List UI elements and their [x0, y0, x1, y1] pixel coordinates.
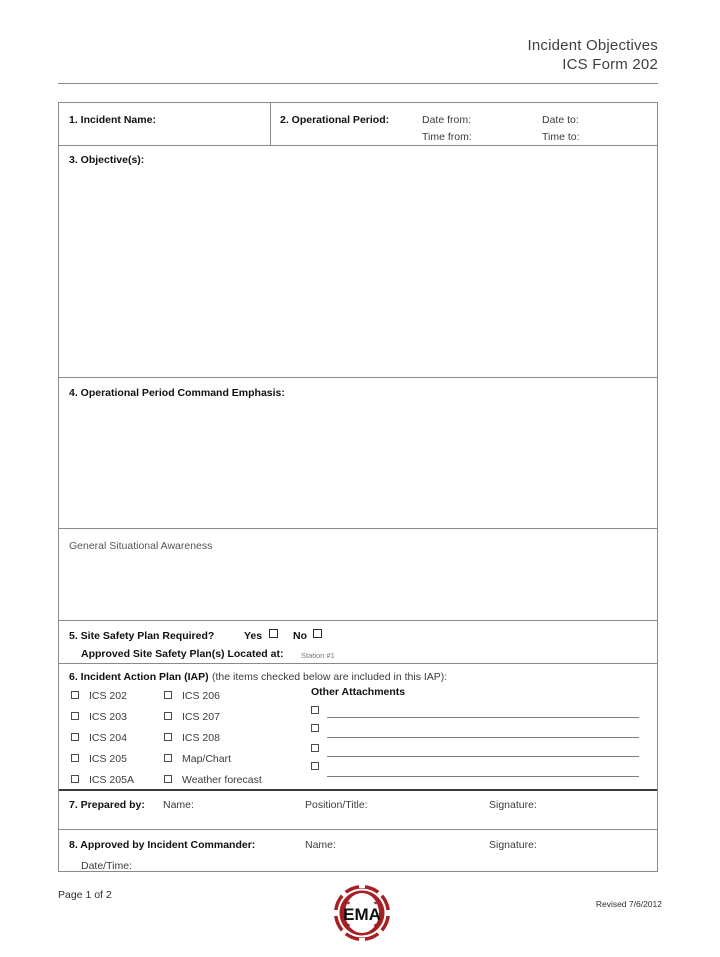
section8-name-label: Name:: [305, 839, 336, 851]
section7-bottom-border: [59, 829, 657, 830]
iap-label-ics-205: ICS 205: [89, 753, 127, 765]
ema-logo: [331, 880, 393, 946]
iap-checkbox-map-chart[interactable]: [164, 754, 172, 762]
iap-label-ics-206: ICS 206: [182, 690, 220, 702]
section5-label: 5. Site Safety Plan Required?: [69, 630, 215, 642]
iap-label-ics-202: ICS 202: [89, 690, 127, 702]
situational-awareness-bottom-border: [59, 620, 657, 621]
ema-logo-text: EMA: [343, 905, 381, 924]
iap-label-ics-203: ICS 203: [89, 711, 127, 723]
section5-located-value[interactable]: Station #1: [301, 651, 335, 660]
document-header: [58, 36, 658, 74]
other-attachment-line-4: [327, 776, 639, 777]
section4-bottom-border: [59, 528, 657, 529]
row1-bottom-border: [59, 145, 657, 146]
iap-checkbox-ics-206[interactable]: [164, 691, 172, 699]
iap-checkbox-ics-205a[interactable]: [71, 775, 79, 783]
iap-checkbox-ics-208[interactable]: [164, 733, 172, 741]
revision-date: Revised 7/6/2012: [595, 899, 662, 909]
iap-label-ics-205a: ICS 205A: [89, 774, 134, 786]
section8-signature-label: Signature:: [489, 839, 537, 851]
section2-time-from-label: Time from:: [422, 131, 472, 143]
iap-label-weather-forecast: Weather forecast: [182, 774, 262, 786]
other-attachment-line-3: [327, 756, 639, 757]
section5-no-checkbox[interactable]: [313, 629, 322, 638]
section8-label: 8. Approved by Incident Commander:: [69, 839, 256, 851]
section7-name-label: Name:: [163, 799, 194, 811]
header-divider: [58, 83, 658, 84]
section5-no-label: No: [293, 630, 307, 642]
section6-sublabel: (the items checked below are included in this IAP):: [212, 671, 448, 683]
other-attachment-line-1: [327, 717, 639, 718]
section4-label: 4. Operational Period Command Emphasis:: [69, 387, 285, 399]
other-attachment-checkbox-3[interactable]: [311, 744, 319, 752]
section3-label: 3. Objective(s):: [69, 154, 145, 166]
iap-checkbox-ics-202[interactable]: [71, 691, 79, 699]
section3-bottom-border: [59, 377, 657, 378]
section2-date-from-label: Date from:: [422, 114, 472, 126]
section5-bottom-border: [59, 663, 657, 664]
section6-bottom-border: [59, 789, 657, 791]
iap-checkbox-ics-207[interactable]: [164, 712, 172, 720]
other-attachment-line-2: [327, 737, 639, 738]
form-id: ICS Form 202: [562, 56, 658, 73]
iap-checkbox-ics-204[interactable]: [71, 733, 79, 741]
row1-column-divider: [270, 103, 271, 145]
section2-time-to-label: Time to:: [542, 131, 580, 143]
iap-checkbox-weather-forecast[interactable]: [164, 775, 172, 783]
page-number: Page 1 of 2: [58, 889, 112, 901]
section7-position-label: Position/Title:: [305, 799, 368, 811]
other-attachment-checkbox-4[interactable]: [311, 762, 319, 770]
section7-label: 7. Prepared by:: [69, 799, 145, 811]
iap-checkbox-ics-203[interactable]: [71, 712, 79, 720]
section8-datetime-label: Date/Time:: [81, 860, 132, 872]
iap-label-ics-207: ICS 207: [182, 711, 220, 723]
situational-awareness-label: General Situational Awareness: [69, 540, 213, 552]
section6-label: 6. Incident Action Plan (IAP): [69, 671, 209, 683]
iap-label-ics-204: ICS 204: [89, 732, 127, 744]
section5-yes-label: Yes: [244, 630, 263, 642]
other-attachment-checkbox-2[interactable]: [311, 724, 319, 732]
ics-202-form-table: [58, 102, 658, 872]
section2-date-to-label: Date to:: [542, 114, 579, 126]
other-attachments-label: Other Attachments: [311, 686, 406, 698]
iap-label-ics-208: ICS 208: [182, 732, 220, 744]
section5-located-label: Approved Site Safety Plan(s) Located at:: [81, 648, 284, 660]
section7-signature-label: Signature:: [489, 799, 537, 811]
other-attachment-checkbox-1[interactable]: [311, 706, 319, 714]
section1-label: 1. Incident Name:: [69, 114, 156, 126]
iap-label-map-chart: Map/Chart: [182, 753, 232, 765]
section2-label: 2. Operational Period:: [280, 114, 390, 126]
page-title: Incident Objectives: [527, 37, 658, 54]
section5-yes-checkbox[interactable]: [269, 629, 278, 638]
iap-checkbox-ics-205[interactable]: [71, 754, 79, 762]
